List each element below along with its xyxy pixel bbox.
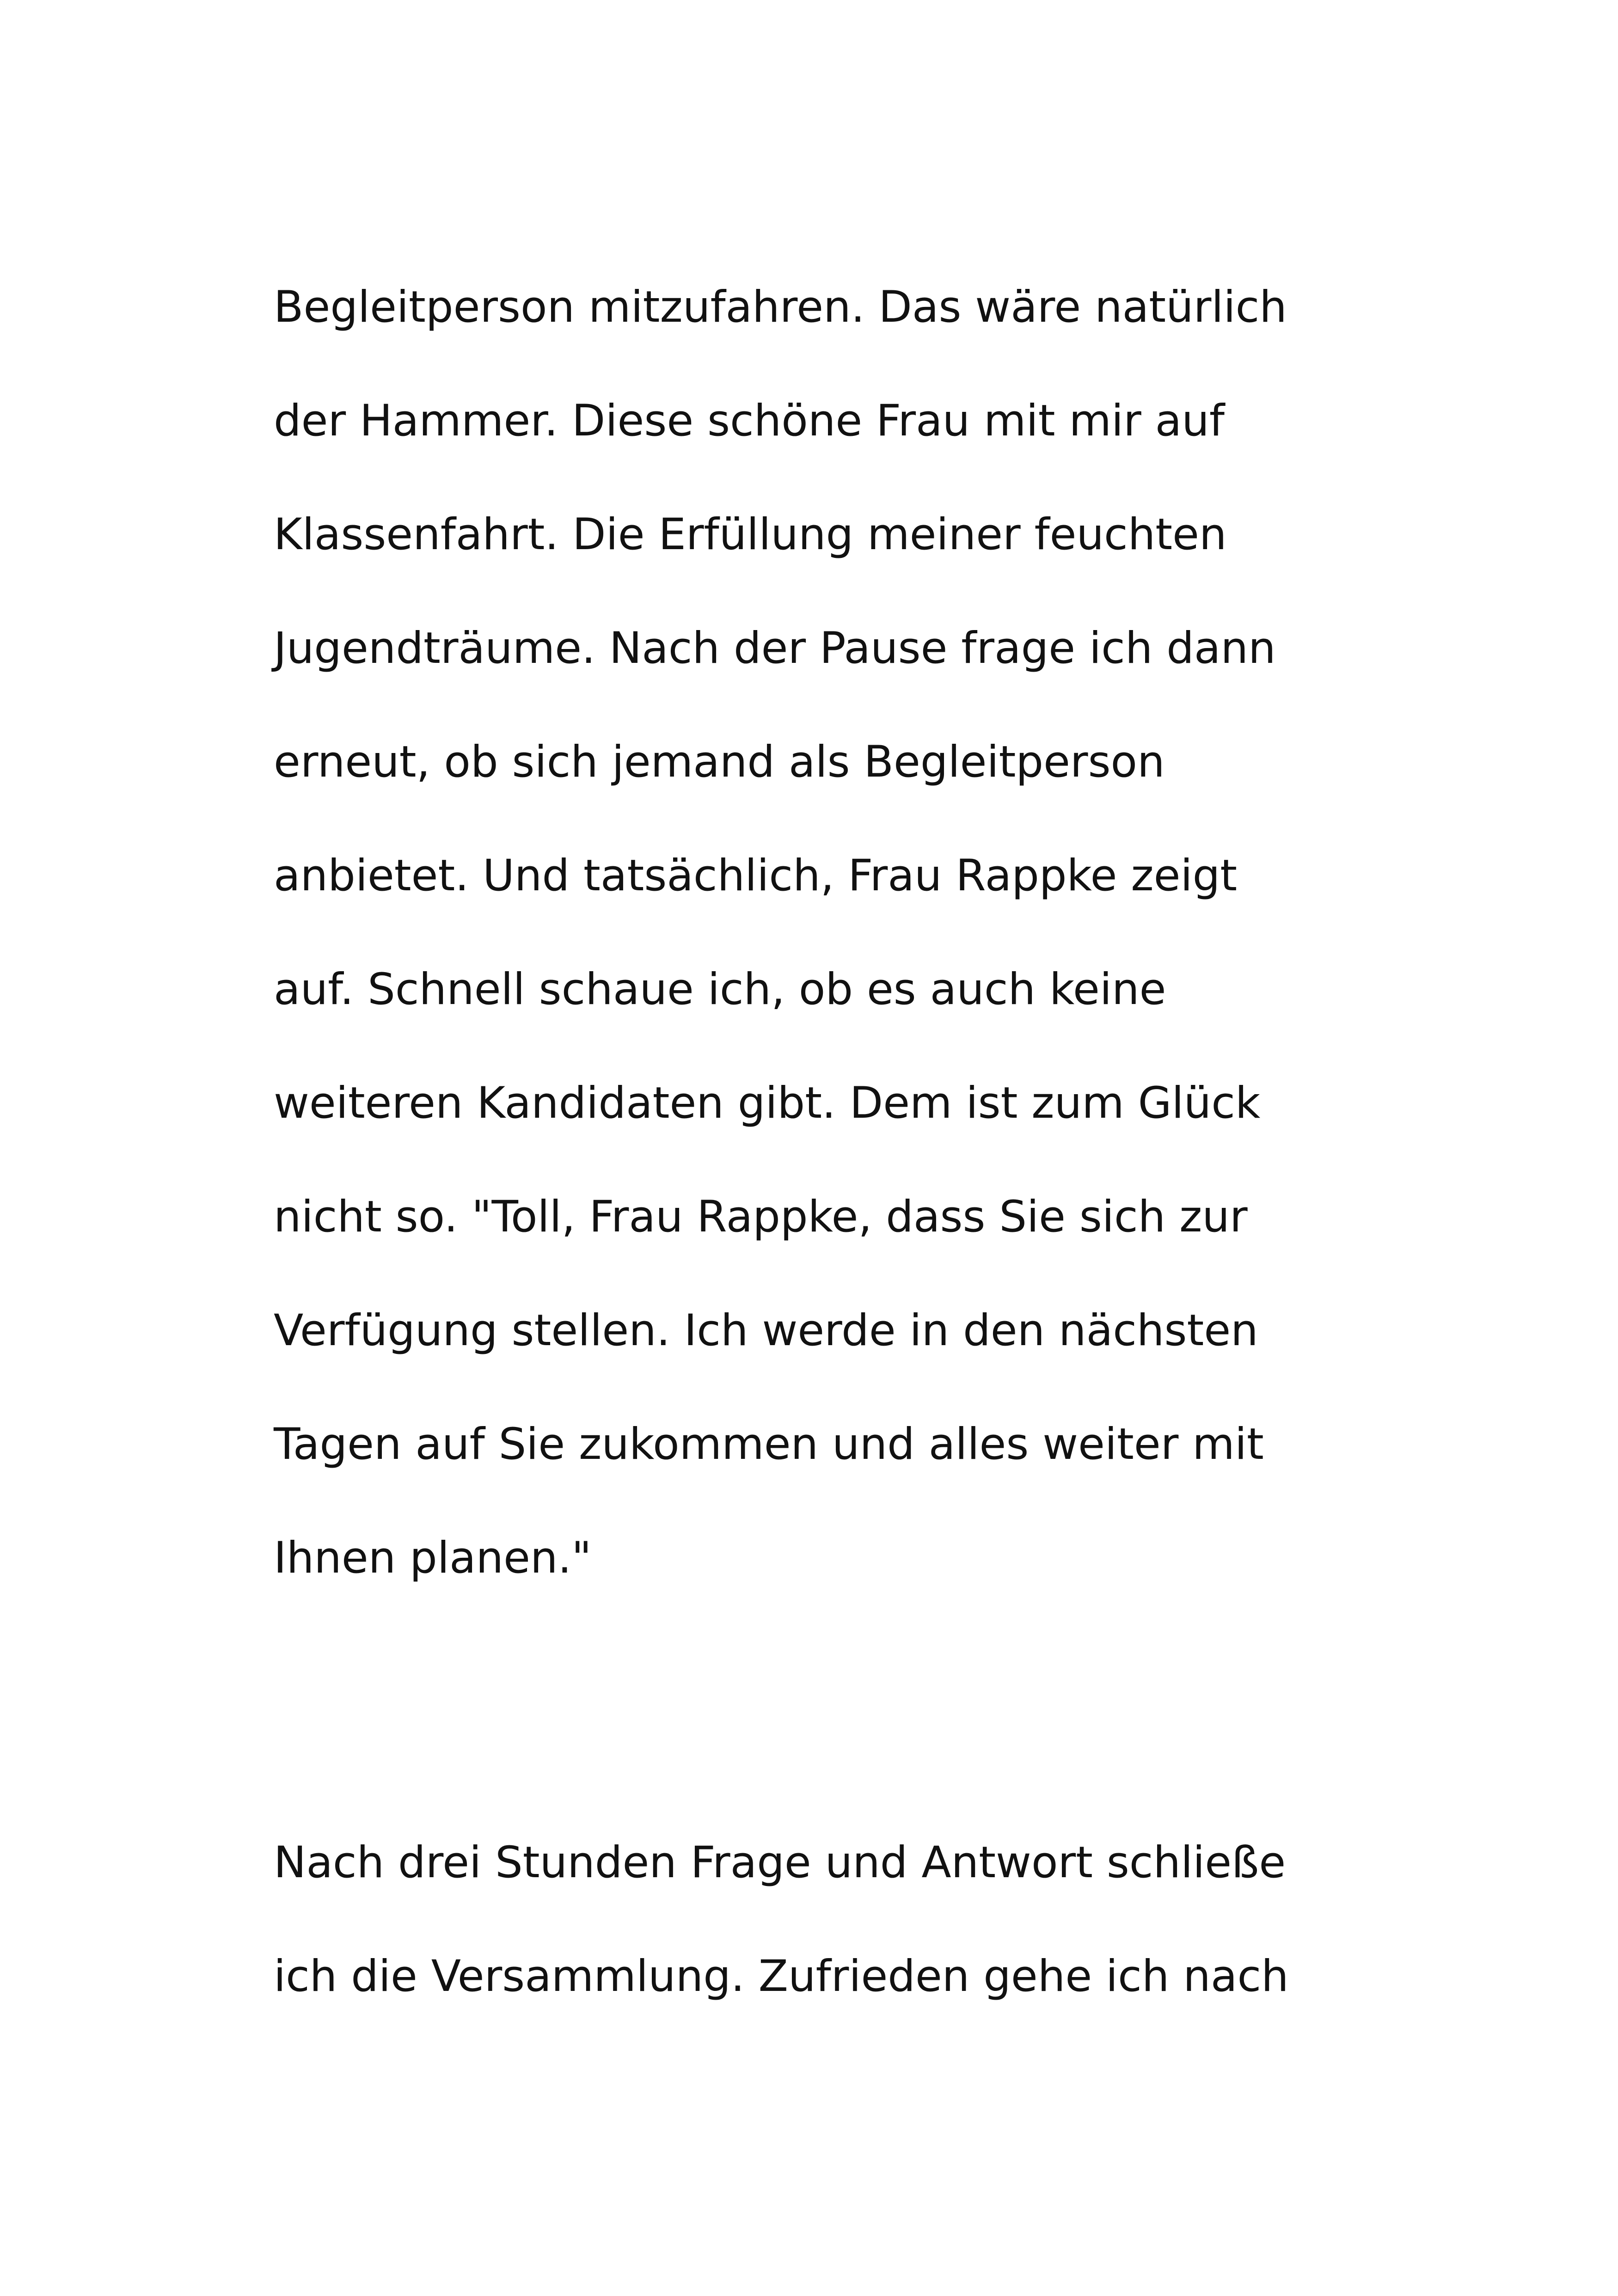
text-line: nicht so. "Toll, Frau Rappke, dass Sie sich zur bbox=[274, 1192, 1248, 1242]
text-line: Begleitperson mitzufahren. Das wäre natürlich bbox=[274, 282, 1287, 332]
paragraph-1 bbox=[274, 261, 1429, 1626]
paragraph-2 bbox=[274, 1817, 1429, 2044]
text-line: anbietet. Und tatsächlich, Frau Rappke zeigt bbox=[274, 851, 1238, 901]
text-line: Tagen auf Sie zukommen und alles weiter mit bbox=[274, 1419, 1264, 1469]
text-line: weiteren Kandidaten gibt. Dem ist zum Glück bbox=[274, 1078, 1261, 1128]
text-line: Verfügung stellen. Ich werde in den nächsten bbox=[274, 1305, 1258, 1356]
text-line: Ihnen planen." bbox=[274, 1533, 592, 1583]
text-line: ich die Versammlung. Zufrieden gehe ich nach bbox=[274, 1951, 1289, 2002]
text-line: Jugendträume. Nach der Pause frage ich dann bbox=[274, 623, 1276, 673]
text-line: Nach drei Stunden Frage und Antwort schließe bbox=[274, 1837, 1286, 1888]
text-line: erneut, ob sich jemand als Begleitperson bbox=[274, 737, 1165, 787]
text-line: Klassenfahrt. Die Erfüllung meiner feuchten bbox=[274, 509, 1227, 560]
text-line: auf. Schnell schaue ich, ob es auch keine bbox=[274, 964, 1166, 1015]
text-line: der Hammer. Diese schöne Frau mit mir auf bbox=[274, 396, 1225, 446]
